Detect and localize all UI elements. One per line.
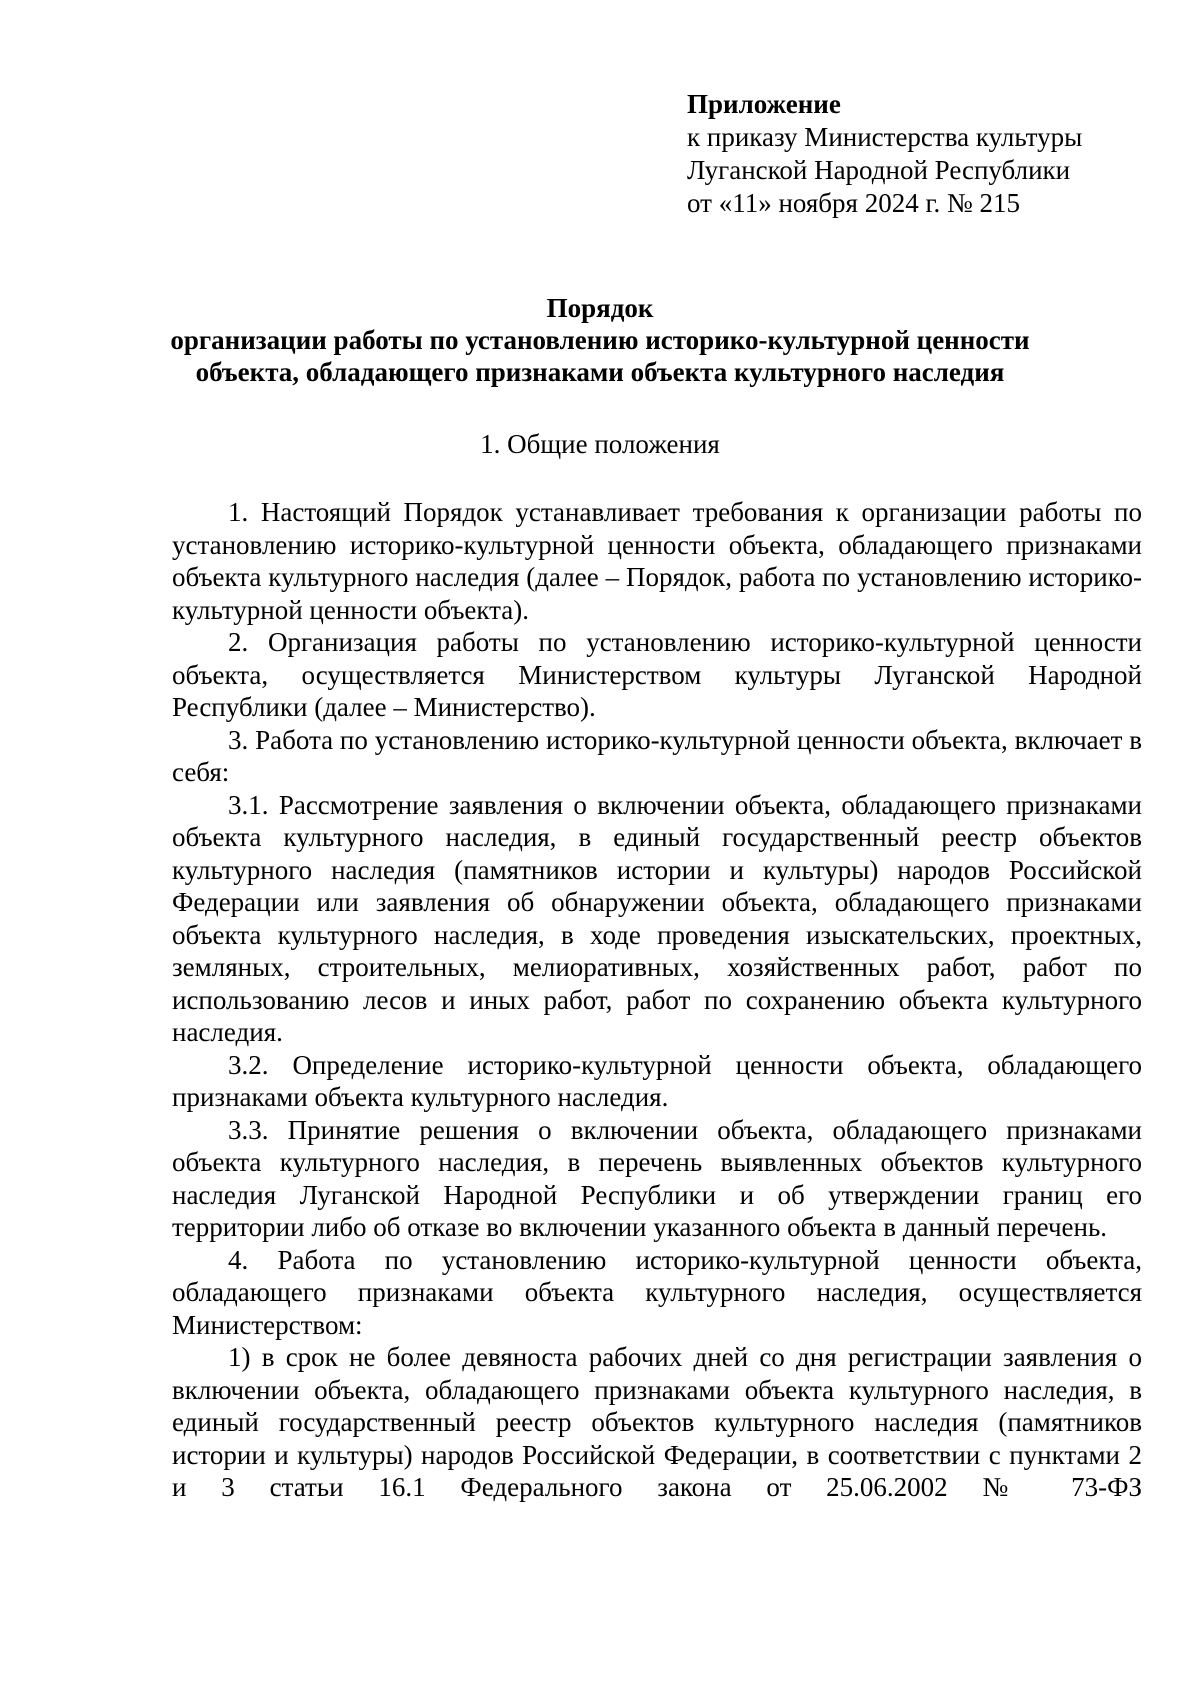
document-body [172, 496, 1142, 1504]
section-heading: 1. Общие положения [480, 429, 720, 459]
paragraph: 4. Работа по установлению историко-культурной ценности объекта, обладающего признаками объекта культурного наследия, осуществляется Министерством: [172, 1244, 1142, 1340]
paragraph: 2. Организация работы по установлению историко-культурной ценности объекта, осуществляется Министерством культуры Луганской Народной Республики (далее – Министерство). [172, 627, 1142, 722]
paragraph: 3.1. Рассмотрение заявления о включении объекта, обладающего признаками объекта культурного наследия, в единый государственный реестр объектов культурного наследия (памятников истории и культуры) народов Российской Федерации или заявления об обнаружении объекта, обладающего признаками объекта культурного наследия, в ходе проведения изыскательских, проектных, земляных, строительных, мелиоративных, хозяйственных работ, работ по использованию лесов и иных работ, работ по сохранению объекта культурного наследия. [172, 789, 1142, 1047]
appendix-title: Приложение [687, 89, 841, 119]
title-line: организации работы по установлению историко-культурной ценности [170, 325, 1030, 355]
paragraph: 1) в срок не более девяноста рабочих дней со дня регистрации заявления о включении объекта, обладающего признаками объекта культурного наследия, в единый государственный реестр объектов культурного наследия (памятников истории и культуры) народов Российской Федерации, в соответствии с пунктами 2 и 3 статьи 16.1 Федерального закона от 25.06.2002 № 73-ФЗ [172, 1342, 1142, 1502]
title-line: объекта, обладающего признаками объекта культурного наследия [195, 357, 1005, 387]
appendix-order-date: от «11» ноября 2024 г. № 215 [687, 188, 1020, 218]
appendix-block [687, 88, 1167, 220]
document-title [150, 292, 1050, 388]
appendix-line: к приказу Министерства культуры [687, 122, 1083, 152]
paragraph: 3. Работа по установлению историко-культурной ценности объекта, включает в себя: [172, 724, 1142, 787]
paragraph: 1. Настоящий Порядок устанавливает требования к организации работы по установлению историко-культурной ценности объекта, обладающего признаками объекта культурного наследия (далее – Порядок, работа по установлению историко-культурной ценности объекта). [172, 497, 1142, 625]
appendix-line: Луганской Народной Республики [687, 155, 1071, 185]
paragraph: 3.3. Принятие решения о включении объекта, обладающего признаками объекта культурного наследия, в перечень выявленных объектов культурного наследия Луганской Народной Республики и об утверждении границ его территории либо об отказе во включении указанного объекта в данный перечень. [172, 1114, 1142, 1242]
title-line: Порядок [546, 293, 654, 323]
paragraph: 3.2. Определение историко-культурной ценности объекта, обладающего признаками объекта культурного наследия. [172, 1049, 1142, 1112]
